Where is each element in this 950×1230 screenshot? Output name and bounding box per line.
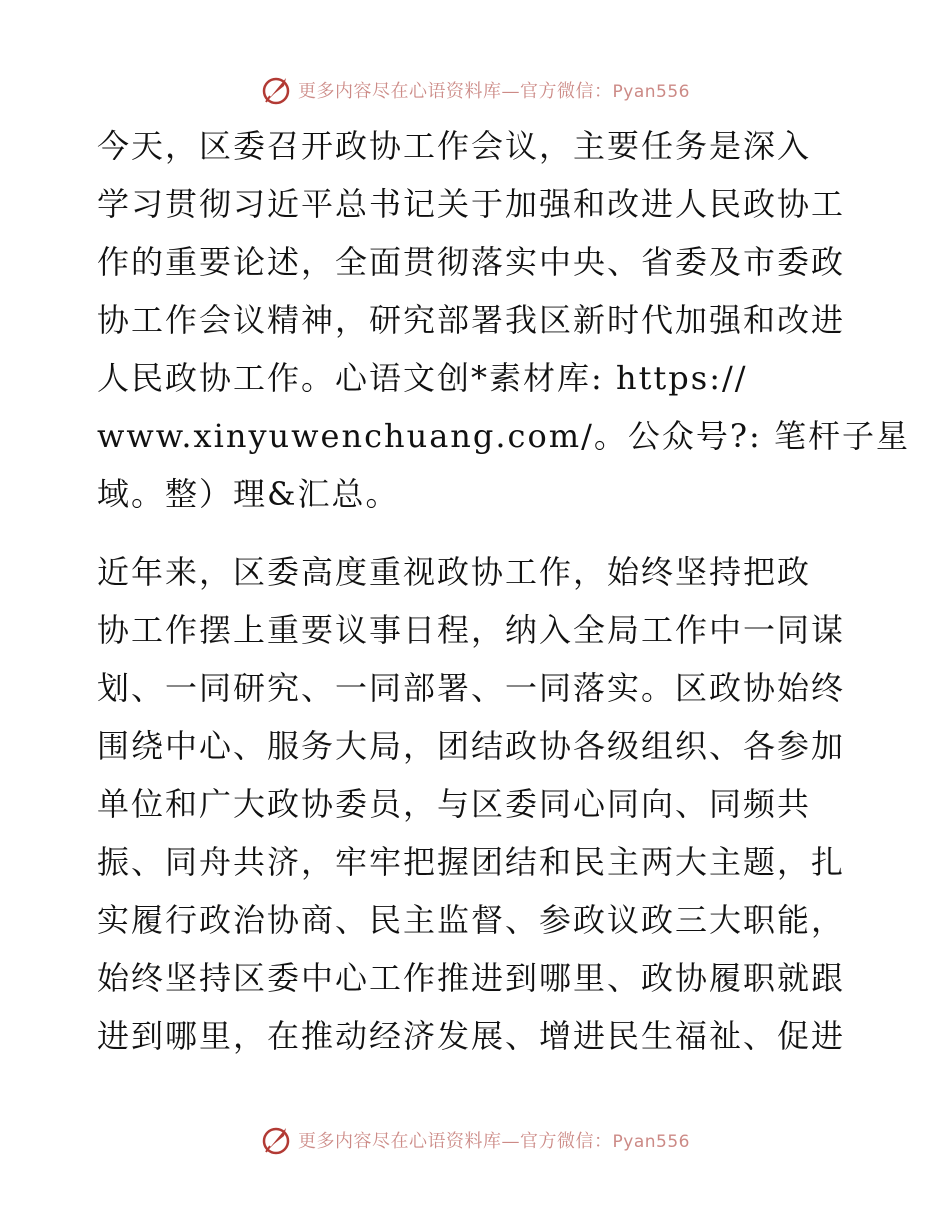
text-line: www.xinyuwenchuang.com/。公众号?: 笔杆子星 xyxy=(97,417,910,455)
paragraph-1 xyxy=(97,117,910,523)
text-line: 协工作会议精神，研究部署我区新时代加强和改进 xyxy=(97,301,846,339)
header-watermark xyxy=(0,70,950,110)
text-line: 作的重要论述，全面贯彻落实中央、省委及市委政 xyxy=(97,243,846,281)
text-line: 始终坚持区委中心工作推进到哪里、政协履职就跟 xyxy=(97,959,846,997)
text-line: 学习贯彻习近平总书记关于加强和改进人民政协工 xyxy=(97,185,846,223)
watermark-wechat-id: Pyan556 xyxy=(612,1132,690,1152)
text-line: 人民政协工作。心语文创*素材库: https:// xyxy=(97,359,748,397)
text-line: 划、一同研究、一同部署、一同落实。区政协始终 xyxy=(97,669,846,707)
watermark-label: 更多内容尽在心语资料库—官方微信： xyxy=(298,1131,613,1152)
quill-logo-icon xyxy=(260,1124,292,1156)
text-line: 振、同舟共济，牢牢把握团结和民主两大主题，扎 xyxy=(97,843,846,881)
footer-watermark xyxy=(0,1120,950,1160)
text-line: 协工作摆上重要议事日程，纳入全局工作中一同谋 xyxy=(97,611,846,649)
paragraph-2 xyxy=(97,543,857,1065)
text-line: 单位和广大政协委员，与区委同心同向、同频共 xyxy=(97,785,812,823)
text-line: 近年来，区委高度重视政协工作，始终坚持把政 xyxy=(97,553,812,591)
watermark-wechat-id: Pyan556 xyxy=(612,82,690,102)
text-line: 实履行政治协商、民主监督、参政议政三大职能， xyxy=(97,901,846,939)
text-line: 域。整）理&汇总。 xyxy=(97,475,400,513)
quill-logo-icon xyxy=(260,74,292,106)
watermark-text xyxy=(298,1127,690,1153)
text-line: 今天，区委召开政协工作会议，主要任务是深入 xyxy=(97,127,812,165)
text-line: 进到哪里，在推动经济发展、增进民生福祉、促进 xyxy=(97,1017,846,1055)
text-line: 围绕中心、服务大局，团结政协各级组织、各参加 xyxy=(97,727,846,765)
watermark-text xyxy=(298,77,690,103)
watermark-label: 更多内容尽在心语资料库—官方微信： xyxy=(298,81,613,102)
